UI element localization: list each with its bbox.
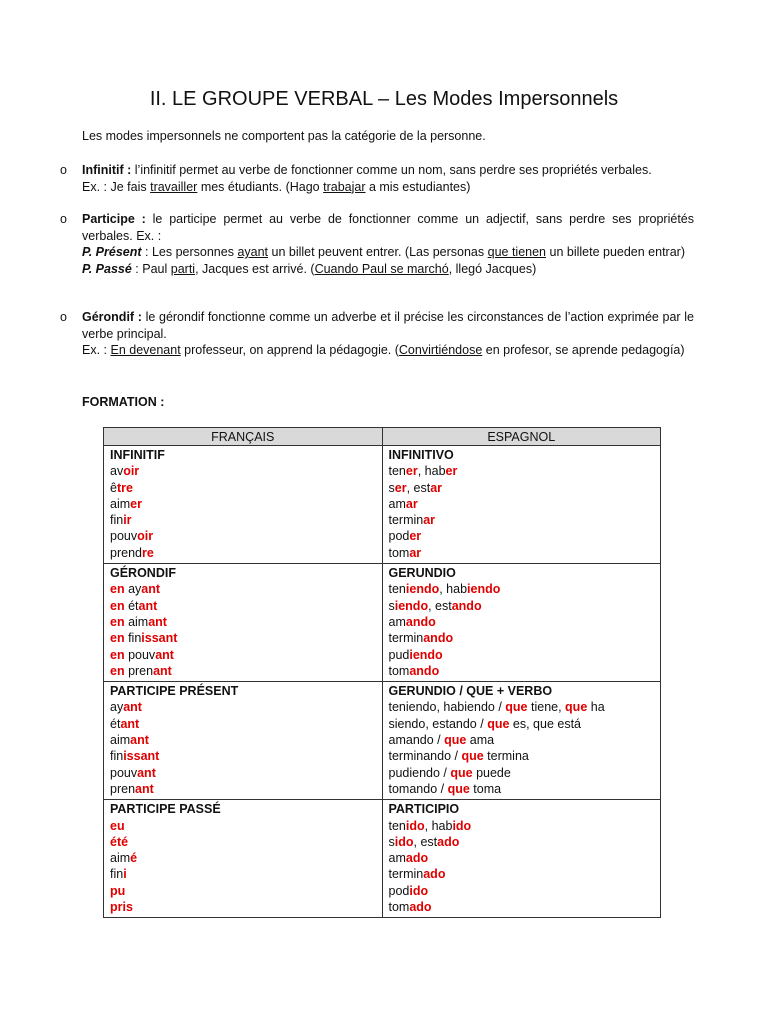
stem-text: ten [388, 464, 406, 479]
ending-highlight: que [447, 781, 470, 796]
ending-highlight: ant [130, 733, 149, 748]
verb-form [110, 463, 376, 479]
verb-form [389, 614, 655, 630]
ending-highlight: issant [141, 631, 178, 646]
page-title: II. LE GROUPE VERBAL – Les Modes Impersonnels [149, 88, 619, 110]
verb-form [389, 866, 655, 882]
bullet-marker: o [60, 310, 67, 324]
ending-highlight: ido [405, 818, 425, 833]
stem-text: , hab [439, 582, 468, 597]
stem-text: ét [110, 716, 121, 731]
verb-form [389, 850, 655, 866]
infinitif-label: Infinitif : [82, 163, 132, 177]
example-text: un billete pueden entrar) [546, 245, 685, 259]
table-row [104, 564, 661, 682]
table-row [104, 446, 661, 564]
stem-text: pouv [110, 765, 138, 780]
stem-text: tomando / [388, 781, 448, 796]
verb-form [110, 512, 376, 528]
ending-highlight: ant [155, 647, 174, 662]
table-row [104, 682, 661, 800]
ending-highlight: er [445, 464, 458, 479]
ending-highlight: ant [120, 716, 140, 731]
example-text: a mis estudiantes) [365, 179, 471, 194]
stem-text: termina [483, 749, 529, 764]
verb-form [110, 663, 376, 679]
example-underlined: que tienen [487, 245, 547, 259]
section-heading: GERUNDIO [388, 566, 456, 581]
stem-text: ten [388, 582, 406, 597]
stem-text: am [388, 614, 406, 629]
ending-highlight: ando [423, 631, 454, 646]
stem-text: pren [110, 781, 136, 796]
stem-text: terminando / [388, 749, 462, 764]
stem-text: ha [587, 700, 605, 715]
verb-form [389, 512, 655, 528]
example-underlined: Convirtiéndose [398, 343, 483, 357]
participe-text: le participe permet au verbe de fonctionner comme un adjectif, sans perdre ses propriétés verbales. Ex. : [82, 212, 694, 243]
verb-form [110, 598, 376, 614]
stem-text: , est [406, 480, 431, 495]
francais-cell [104, 682, 383, 800]
verb-form [110, 732, 376, 748]
stem-text: aim [110, 733, 131, 748]
example-underlined: ayant [237, 245, 269, 259]
ending-highlight: en [110, 598, 125, 613]
gerondif-paragraph [82, 309, 694, 359]
verb-form [389, 748, 655, 764]
ending-highlight: iendo [405, 582, 440, 597]
verb-form [110, 581, 376, 597]
stem-text: es, que está [509, 716, 581, 731]
verb-form [110, 899, 376, 915]
example-underlined: En devenant [110, 343, 181, 357]
ending-highlight: iendo [409, 647, 443, 662]
ending-highlight: ando [405, 614, 436, 629]
stem-text: termin [388, 631, 424, 646]
ending-highlight: ar [423, 513, 436, 528]
participe-label: Participe : [82, 212, 146, 226]
ending-highlight: ado [409, 900, 432, 915]
column-header-espagnol: ESPAGNOL [382, 428, 661, 446]
francais-cell [104, 446, 383, 564]
section-heading: INFINITIVO [388, 448, 454, 462]
ending-highlight: que [444, 733, 467, 748]
verb-form [110, 748, 376, 764]
stem-text: prend [110, 545, 142, 560]
ending-highlight: é [130, 851, 138, 866]
ending-highlight: ant [138, 598, 158, 613]
conjugation-table [103, 427, 661, 918]
ending-highlight: que [461, 749, 484, 764]
formation-heading: FORMATION : [82, 395, 165, 409]
stem-text: fin [110, 749, 124, 764]
verb-form [110, 716, 376, 732]
example-text: , llegó Jacques) [448, 261, 537, 276]
stem-text: tom [388, 663, 410, 678]
verb-form [389, 545, 655, 561]
bullet-marker: o [60, 212, 67, 226]
ending-highlight: ado [405, 851, 429, 866]
verb-form [389, 883, 655, 899]
ending-highlight: que [505, 700, 528, 715]
ending-highlight: ant [148, 614, 167, 629]
example-underlined: parti [170, 261, 196, 276]
ending-highlight: en [110, 614, 125, 629]
example-text: , Jacques est arrivé. ( [195, 261, 315, 276]
stem-text: , hab [417, 464, 446, 479]
section-heading: INFINITIF [110, 448, 165, 462]
ending-highlight: ado [423, 867, 446, 882]
verb-form [110, 699, 376, 715]
ending-highlight: ado [437, 834, 460, 849]
verb-form [389, 630, 655, 646]
example-underlined: travailler [150, 179, 198, 194]
stem-text: termin [388, 513, 424, 528]
ending-highlight: er [130, 496, 142, 511]
stem-text: puede [472, 765, 511, 780]
verb-form [389, 899, 655, 915]
stem-text: pouv [124, 647, 156, 662]
section-heading: PARTICIPE PASSÉ [110, 802, 221, 817]
section-heading: PARTICIPIO [388, 802, 460, 817]
verb-form [389, 663, 655, 679]
ending-highlight: ir [123, 513, 132, 528]
stem-text: aim [124, 614, 149, 629]
table-row [104, 800, 661, 918]
stem-text: tom [388, 900, 410, 915]
stem-text: fin [110, 513, 124, 528]
ending-highlight: ido [394, 834, 414, 849]
participe-passe-label: P. Passé [82, 261, 132, 276]
ending-highlight: en [110, 631, 125, 646]
verb-form [110, 765, 376, 781]
ending-highlight: en [110, 647, 125, 662]
verb-form [389, 732, 655, 748]
stem-text: ay [110, 700, 124, 715]
verb-form [389, 496, 655, 512]
stem-text: , hab [424, 818, 453, 833]
ending-highlight: er [394, 480, 407, 495]
verb-form [389, 581, 655, 597]
ending-highlight: ant [135, 781, 154, 796]
francais-cell [104, 800, 383, 918]
ending-highlight: oir [137, 529, 154, 544]
verb-form [110, 647, 376, 663]
verb-form [110, 866, 376, 882]
infinitif-text: l’infinitif permet au verbe de fonctionner comme un nom, sans perdre ses propriétés verbales. [131, 163, 652, 177]
gerondif-text: le gérondif fonctionne comme un adverbe et il précise les circonstances de l’action exprimée par le verbe principal. [82, 310, 694, 341]
participe-paragraph [82, 211, 694, 277]
section-heading: GERUNDIO / QUE + VERBO [388, 684, 553, 699]
ending-highlight: iendo [467, 582, 501, 597]
stem-text: aim [110, 496, 131, 511]
ending-highlight: ando [451, 598, 482, 613]
verb-form [110, 614, 376, 630]
verb-form [110, 781, 376, 797]
espagnol-cell [382, 446, 661, 564]
ending-highlight: ant [123, 700, 142, 715]
stem-text: teniendo, habiendo / [388, 700, 506, 715]
stem-text: ét [124, 598, 139, 613]
stem-text: fin [124, 631, 142, 646]
example-text: Ex. : [82, 343, 111, 357]
bullet-marker: o [60, 163, 67, 177]
verb-form [110, 630, 376, 646]
verb-form [110, 480, 376, 496]
infinitif-paragraph [82, 162, 694, 195]
verb-form [389, 765, 655, 781]
verb-form [389, 781, 655, 797]
stem-text: ê [110, 480, 117, 495]
example-text: : Les personnes [141, 245, 238, 259]
stem-text: s [388, 480, 395, 495]
section-heading: PARTICIPE PRÉSENT [110, 684, 239, 699]
ending-highlight: pris [110, 900, 133, 915]
ending-highlight: i [123, 867, 127, 882]
ending-highlight: re [141, 545, 154, 560]
verb-form [110, 850, 376, 866]
verb-form [389, 716, 655, 732]
stem-text: pod [388, 529, 410, 544]
ending-highlight: ant [153, 663, 172, 678]
espagnol-cell [382, 800, 661, 918]
espagnol-cell [382, 564, 661, 682]
stem-text: termin [388, 867, 424, 882]
verb-form [389, 463, 655, 479]
ending-highlight: en [110, 582, 125, 597]
stem-text: tiene, [527, 700, 566, 715]
example-text: un billet peuvent entrer. (Las personas [268, 245, 488, 259]
verb-form [389, 528, 655, 544]
table-body [104, 446, 661, 918]
ending-highlight: que [487, 716, 510, 731]
stem-text: aim [110, 851, 131, 866]
verb-form [389, 480, 655, 496]
ending-highlight: ido [452, 818, 472, 833]
example-underlined: trabajar [323, 179, 366, 194]
stem-text: am [388, 851, 406, 866]
intro-paragraph: Les modes impersonnels ne comportent pas la catégorie de la personne. [82, 129, 486, 143]
stem-text: pouv [110, 529, 138, 544]
stem-text: pod [388, 883, 410, 898]
stem-text: , est [413, 834, 438, 849]
stem-text: am [388, 496, 406, 511]
ending-highlight: ar [405, 496, 418, 511]
stem-text: , est [428, 598, 452, 613]
stem-text: amando / [388, 733, 445, 748]
verb-form [389, 818, 655, 834]
ending-highlight: pu [110, 883, 126, 898]
verb-form [389, 699, 655, 715]
example-text: professeur, on apprend la pédagogie. ( [180, 343, 399, 357]
example-text: : Paul [131, 261, 171, 276]
stem-text: ten [388, 818, 406, 833]
stem-text: s [388, 834, 395, 849]
ending-highlight: ando [409, 663, 440, 678]
ending-highlight: issant [123, 749, 160, 764]
ending-highlight: eu [110, 818, 125, 833]
stem-text: pud [388, 647, 410, 662]
stem-text: ama [466, 733, 495, 748]
ending-highlight: ar [430, 480, 443, 495]
stem-text: pudiendo / [388, 765, 451, 780]
verb-form [110, 528, 376, 544]
ending-highlight: tre [116, 480, 133, 495]
verb-form [110, 883, 376, 899]
stem-text: fin [110, 867, 124, 882]
example-text: en profesor, se aprende pedagogía) [482, 343, 685, 357]
gerondif-label: Gérondif : [82, 310, 142, 324]
verb-form [110, 834, 376, 850]
ending-highlight: ar [409, 545, 422, 560]
verb-form [389, 598, 655, 614]
participe-present-label: P. Présent [82, 245, 142, 259]
example-underlined: Cuando Paul se marchó [314, 261, 449, 276]
stem-text: s [388, 598, 395, 613]
verb-form [389, 647, 655, 663]
stem-text: tom [388, 545, 410, 560]
francais-cell [104, 564, 383, 682]
verb-form [110, 818, 376, 834]
ending-highlight: iendo [394, 598, 429, 613]
stem-text: siendo, estando / [388, 716, 488, 731]
verb-form [110, 496, 376, 512]
ending-highlight: er [409, 529, 422, 544]
ending-highlight: été [110, 834, 129, 849]
ending-highlight: en [110, 663, 125, 678]
ending-highlight: que [565, 700, 588, 715]
stem-text: ay [124, 582, 142, 597]
column-header-francais: FRANÇAIS [104, 428, 383, 446]
stem-text: toma [469, 781, 502, 796]
verb-form [110, 545, 376, 561]
ending-highlight: ant [137, 765, 156, 780]
ending-highlight: oir [123, 464, 140, 479]
stem-text: pren [124, 663, 154, 678]
ending-highlight: er [405, 464, 418, 479]
example-text: Ex. : Je fais [82, 179, 151, 194]
ending-highlight: que [450, 765, 473, 780]
ending-highlight: ant [141, 582, 161, 597]
stem-text: av [110, 464, 124, 479]
section-heading: GÉRONDIF [110, 566, 176, 581]
table-header-row [104, 428, 661, 446]
espagnol-cell [382, 682, 661, 800]
verb-form [389, 834, 655, 850]
example-text: mes étudiants. (Hago [197, 179, 324, 194]
ending-highlight: ido [409, 883, 429, 898]
